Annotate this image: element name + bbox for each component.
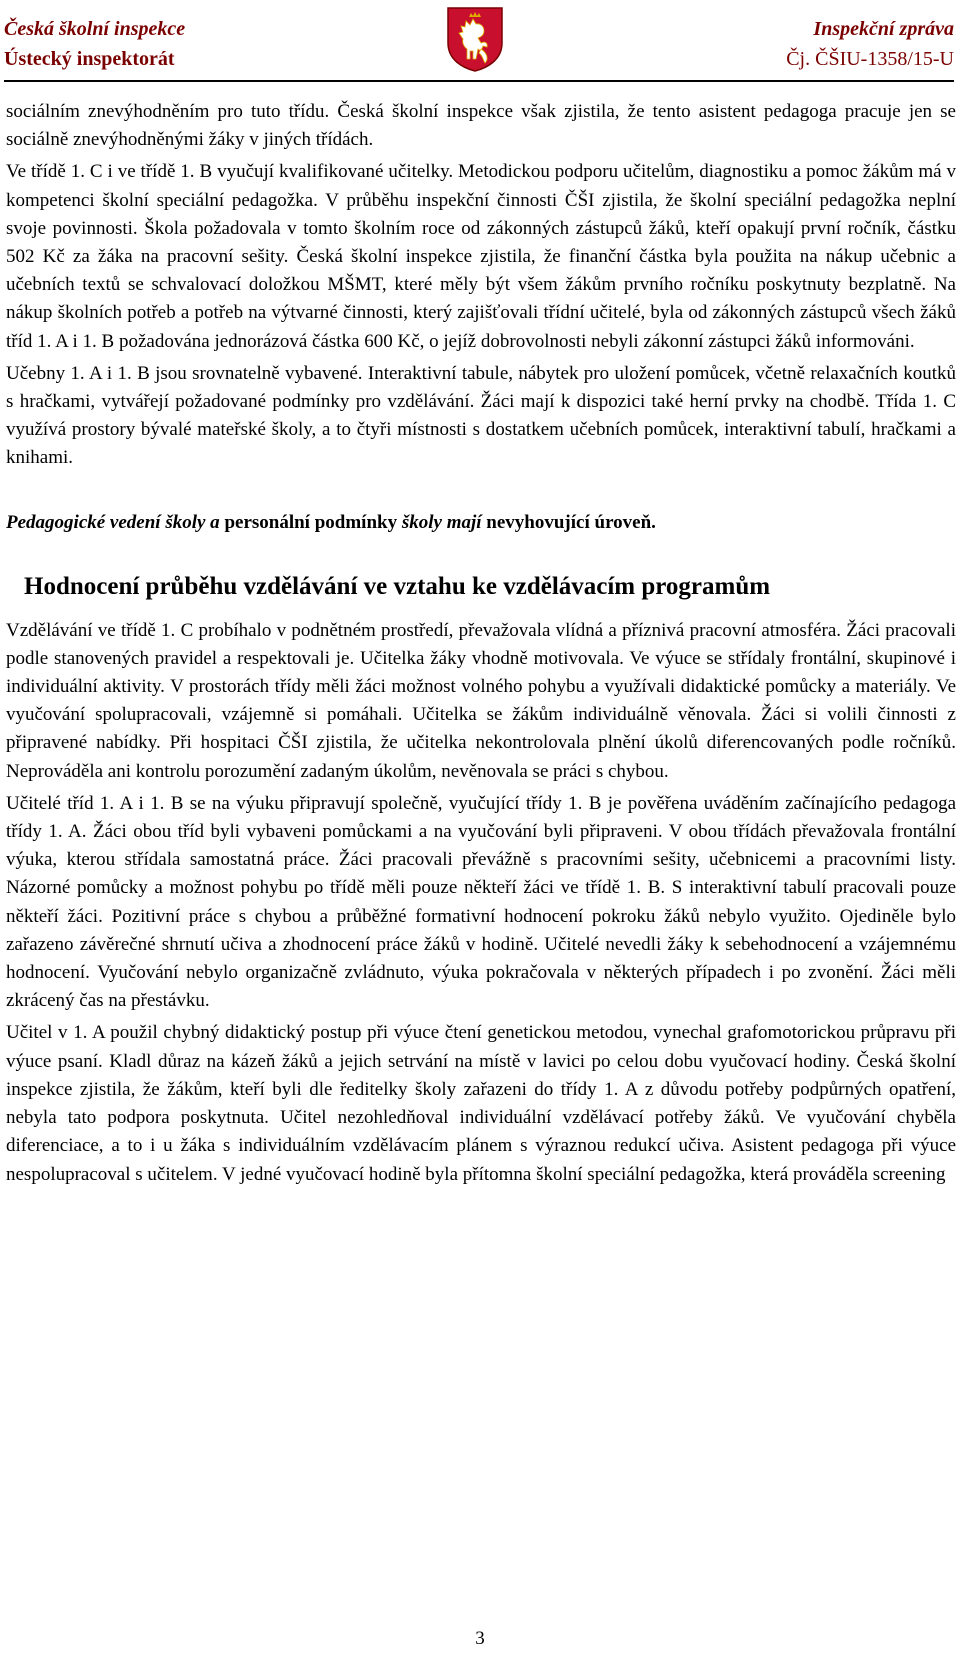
verdict-part: Pedagogické vedení školy a: [6, 511, 220, 533]
header-divider: [4, 80, 954, 82]
header-left: [4, 14, 334, 74]
document-body: [6, 98, 956, 1193]
reference-number: Čj. ČŠIU-1358/15-U: [786, 48, 954, 70]
verdict-part: školy mají: [401, 511, 482, 533]
section-paragraph: Učitelé tříd 1. A i 1. B se na výuku připravují společně, vyučující třídy 1. B je pověřena uváděním začínajícího pedagoga třídy 1. A. Žáci obou tříd byli vybaveni pomůckami a na vyučování byli připraveni. V obou třídách převažovala frontální výuka, kterou střídala samostatná práce. Žáci pracovali převážně s pracovními sešity, učebnicemi a pracovními listy. Názorné pomůcky a možnost pohybu po třídě měli pouze někteří žáci ve třídě 1. B. S interaktivní tabulí pracovali pouze někteří žáci. Pozitivní práce s chybou a průběžné formativní hodnocení pokroku žáků nebylo využito. Ojediněle bylo zařazeno závěrečné shrnutí učiva a zhodnocení práce žáků v hodině. Učitelé nevedli žáky k sebehodnocení a vzájemnému hodnocení. Vyučování nebylo organizačně zvládnuto, výuka pokračovala v některých případech i po zvonění. Žáci měli zkrácený čas na přestávku.: [6, 792, 956, 1012]
section-paragraph: Vzdělávání ve třídě 1. C probíhalo v podnětném prostředí, převažovala vlídná a příznivá pracovní atmosféra. Žáci pracovali podle stanovených pravidel a respektovali je. Učitelka žáky vhodně motivovala. Ve výuce se střídaly frontální, skupinové i individuální aktivity. V prostorách třídy měli žáci možnost volného pohybu a využívali didaktické pomůcky a materiály. Ve vyučování spolupracovali, vzájemně si pomáhali. Učitelka se žákům individuálně věnovala. Žáci si volili činnosti z připravené nabídky. Při hospitaci ČŠI zjistila, že učitelka nekontrolovala plnění úkolů diferencovaných podle ročníků. Neprováděla ani kontrolu porozumění zadaným úkolům, nevěnovala se práci s chybou.: [6, 619, 956, 782]
czech-lion-coat-of-arms-icon: [445, 5, 505, 73]
verdict-part: personální podmínky: [219, 511, 402, 533]
paragraph: Učebny 1. A i 1. B jsou srovnatelně vybavené. Interaktivní tabule, nábytek pro uložení pomůcek, včetně relaxačních koutků s hračkami, vytvářejí požadované podmínky pro vzdělávání. Žáci mají k dispozici také herní prvky na chodbě. Třída 1. C využívá prostory bývalé mateřské školy, a to čtyři místnosti s dostatkem učebních pomůcek, interaktivní tabulí, hračkami a knihami.: [6, 362, 956, 469]
section-paragraph: Učitel v 1. A použil chybný didaktický postup při výuce čtení genetickou metodou, vynechal grafomotorickou průpravu při výuce psaní. Kladl důraz na kázeň žáků a jejich setrvání na místě v lavici po celou dobu vyučovací hodiny. Česká školní inspekce zjistila, že žákům, kteří byli dle ředitelky školy zařazeni do třídy 1. A z důvodu potřeby podpůrných opatření, nebyla tato podpora poskytnuta. Učitel nezohledňoval individuální vzdělávací potřeby žáků. Ve vyučování chyběla diferenciace, a to i u žáka s individuálním vzdělávacím plánem s výraznou redukcí učiva. Asistent pedagoga při výuce nespolupracoval s učitelem. V jedné vyučovací hodině byla přítomna školní speciální pedagožka, která prováděla screening: [6, 1022, 956, 1185]
verdict-part: nevyhovující úroveň.: [481, 511, 656, 533]
section-heading: Hodnocení průběhu vzdělávání ve vztahu ke vzdělávacím programům: [24, 572, 771, 600]
org-name: Česká školní inspekce: [4, 18, 186, 40]
header-right: [624, 14, 954, 74]
verdict-statement: [6, 509, 956, 537]
paragraph: sociálním znevýhodněním pro tuto třídu. Česká školní inspekce však zjistila, že tento asistent pedagoga pracuje jen se sociálně znevýhodněnými žáky v jiných třídách.: [6, 101, 956, 151]
paragraph: Ve třídě 1. C i ve třídě 1. B vyučují kvalifikované učitelky. Metodickou podporu učitelům, diagnostiku a pomoc žákům má v kompetenci školní speciální pedagožka. V průběhu inspekční činnosti ČŠI zjistila, že školní speciální pedagožka neplní svoje povinnosti. Škola požadovala v tomto školním roce od zákonných zástupců žáků, kteří opakují první ročník, částku 502 Kč za žáka na pracovní sešity. Česká školní inspekce zjistila, že finanční částka byla použita na nákup učebnic a učebních textů se schvalovací doložkou MŠMT, které měly být všem žákům prvního ročníku poskytnuty bezplatně. Na nákup školních potřeb a potřeb na výtvarné činnosti, který zajišťovali třídní učitelé, byla od zákonných zástupců všech žáků tříd 1. A i 1. B požadována jednorázová částka 600 Kč, o jejíž dobrovolnosti nebyli zákonní zástupci žáků informováni.: [6, 161, 956, 352]
department-name: Ústecký inspektorát: [4, 48, 175, 70]
page-number: 3: [475, 1628, 485, 1649]
report-title: Inspekční zpráva: [813, 18, 954, 40]
